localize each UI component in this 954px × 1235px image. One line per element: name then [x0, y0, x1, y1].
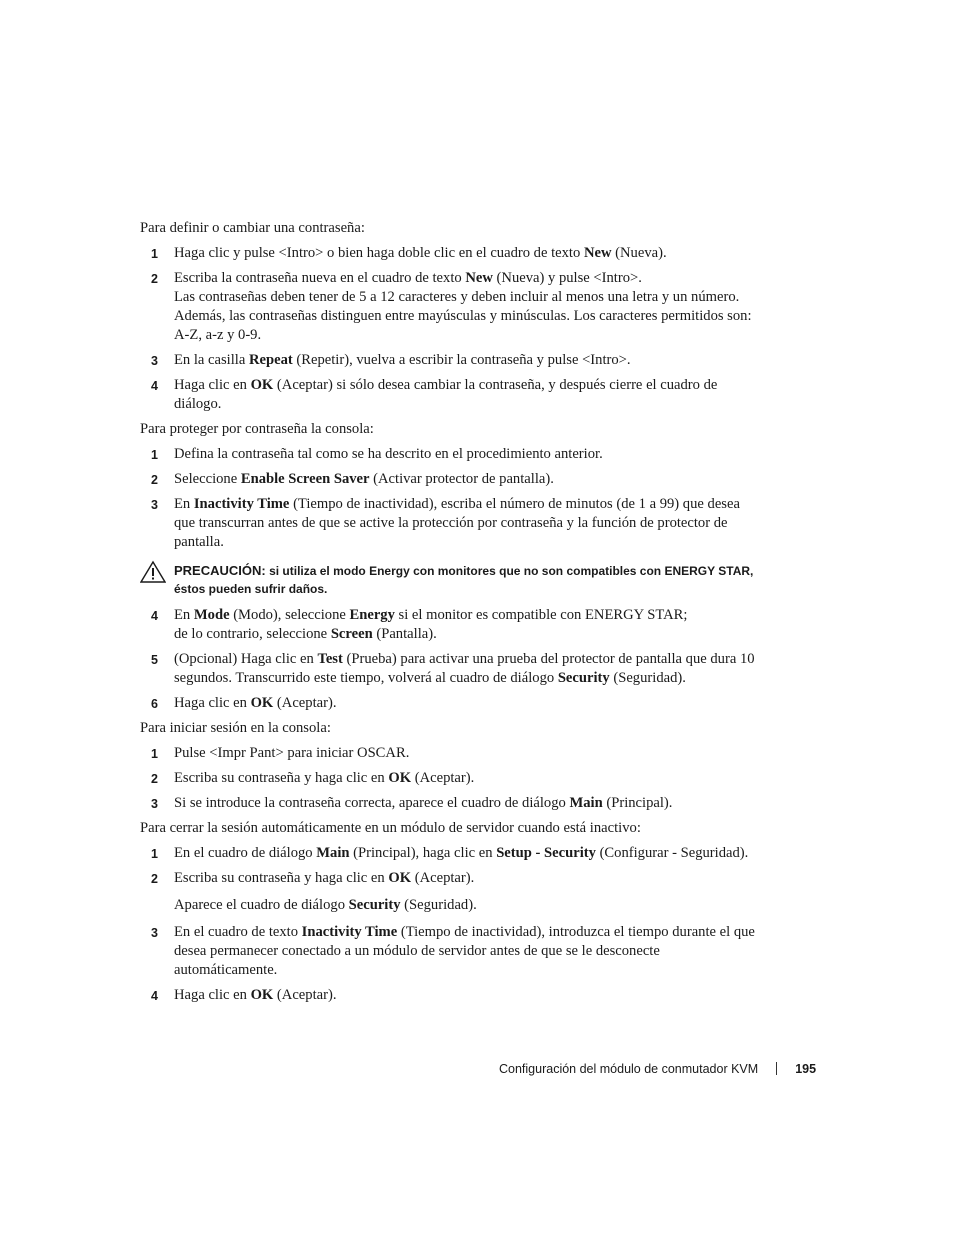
ui-term: Enable Screen Saver — [240, 471, 370, 487]
step-continuation — [174, 625, 760, 644]
step-text: de lo contrario, seleccione — [174, 626, 331, 642]
step-item — [140, 744, 760, 763]
step-text: (Aceptar). — [273, 987, 337, 1003]
step-item — [140, 445, 760, 464]
ui-term: Inactivity Time — [193, 496, 290, 512]
step-text: (Opcional) Haga clic en — [174, 651, 318, 667]
intro-login: Para iniciar sesión en la consola: — [140, 720, 331, 736]
intro-logout: Para cerrar la sesión automáticamente en un módulo de servidor cuando está inactivo: — [140, 820, 641, 836]
step-number: 1 — [151, 448, 158, 462]
step-text: Escriba su contraseña y haga clic en — [174, 870, 389, 886]
step-number: 3 — [151, 354, 158, 368]
set-password-steps — [140, 244, 760, 414]
step-item — [140, 844, 760, 863]
step-item — [140, 244, 760, 263]
step-text: (Pantalla). — [372, 626, 437, 642]
step-text: (Tiempo de inactividad), introduzca el tiempo durante el que desea permanecer conectado a un módulo de servidor antes de que se le desconecte automáticamente. — [174, 924, 755, 978]
step-text: En el cuadro de texto — [174, 924, 302, 940]
step-text: (Activar protector de pantalla). — [369, 471, 554, 487]
step-item — [140, 923, 760, 980]
ui-term: Main — [569, 795, 603, 811]
step-item — [140, 694, 760, 713]
step-text: (Prueba) para activar una prueba del protector de pantalla que dura 10 segundos. Transcurrido este tiempo, volverá al cuadro de diálogo — [174, 651, 755, 686]
step-text: (Principal), haga clic en — [349, 845, 497, 861]
step-text: (Configurar - Seguridad). — [595, 845, 749, 861]
step-number: 1 — [151, 247, 158, 261]
step-number: 1 — [151, 747, 158, 761]
step-text: (Aceptar). — [273, 695, 337, 711]
step-number: 2 — [151, 872, 158, 886]
step-item — [140, 495, 760, 552]
ui-term: Inactivity Time — [301, 924, 398, 940]
ui-term: Security — [348, 897, 401, 913]
intro-protect: Para proteger por contraseña la consola: — [140, 421, 374, 437]
step-text: Si se introduce la contraseña correcta, aparece el cuadro de diálogo — [174, 795, 570, 811]
page-number: 195 — [795, 1062, 817, 1076]
ui-term: Screen — [330, 626, 373, 642]
step-number: 4 — [151, 379, 158, 393]
ui-term: OK — [250, 377, 274, 393]
step-text: Pulse <Impr Pant> para iniciar OSCAR. — [174, 745, 410, 761]
step-item — [140, 794, 760, 813]
ui-term: Main — [316, 845, 350, 861]
step-number: 2 — [151, 473, 158, 487]
step-detail: Las contraseñas deben tener de 5 a 12 caracteres y deben incluir al menos una letra y un número. Además, las contraseñas distinguen entre mayúsculas y minúsculas. Los caracteres permitidos son: A-Z, a-z y 0-9. — [174, 289, 752, 343]
step-number: 6 — [151, 697, 158, 711]
step-number: 1 — [151, 847, 158, 861]
note-text: Aparece el cuadro de diálogo — [174, 897, 349, 913]
step-item — [140, 869, 760, 888]
caution-notice — [140, 562, 760, 598]
step-text: Seleccione — [174, 471, 241, 487]
step-text: Haga clic en — [174, 377, 251, 393]
ui-term: New — [465, 270, 493, 286]
logout-steps — [140, 844, 760, 1005]
step-text: Haga clic en — [174, 987, 251, 1003]
intro-password: Para definir o cambiar una contraseña: — [140, 220, 365, 236]
ui-term: OK — [250, 987, 274, 1003]
step-number: 4 — [151, 989, 158, 1003]
step-text: Haga clic en — [174, 695, 251, 711]
step-item — [140, 650, 760, 688]
step-text: En la casilla — [174, 352, 249, 368]
ui-term: New — [583, 245, 612, 261]
footer-divider — [776, 1062, 777, 1075]
ui-term: Setup - Security — [496, 845, 596, 861]
protect-steps — [140, 445, 760, 713]
step-number: 3 — [151, 797, 158, 811]
step-text: Escriba la contraseña nueva en el cuadro de texto — [174, 270, 466, 286]
step-item — [140, 606, 760, 644]
ui-term: Energy — [349, 607, 395, 623]
step-text: (Nueva) y pulse <Intro>. — [492, 270, 642, 286]
step-text: En el cuadro de diálogo — [174, 845, 317, 861]
step-item — [140, 470, 760, 489]
step-text: (Tiempo de inactividad), escriba el número de minutos (de 1 a 99) que desea que transcurran antes de que se active la protección por contraseña y la función de protector de pantalla. — [174, 496, 740, 550]
step-text: En — [174, 607, 194, 623]
step-item — [140, 269, 760, 345]
step-note — [140, 896, 760, 915]
step-text: (Nueva). — [611, 245, 667, 261]
ui-term: Test — [317, 651, 343, 667]
step-text: (Aceptar) si sólo desea cambiar la contraseña, y después cierre el cuadro de diálogo. — [174, 377, 718, 412]
ui-term: OK — [250, 695, 274, 711]
step-text: En — [174, 496, 194, 512]
step-text: (Modo), seleccione — [229, 607, 350, 623]
warning-triangle-icon — [140, 560, 166, 584]
step-item — [140, 986, 760, 1005]
step-text: (Principal). — [602, 795, 673, 811]
note-text: (Seguridad). — [400, 897, 477, 913]
step-item — [140, 351, 760, 370]
step-text: (Seguridad). — [609, 670, 686, 686]
step-number: 2 — [151, 772, 158, 786]
step-number: 3 — [151, 498, 158, 512]
step-text: (Aceptar). — [411, 870, 475, 886]
step-text: (Repetir), vuelva a escribir la contraseña y pulse <Intro>. — [292, 352, 631, 368]
ui-term: Repeat — [248, 352, 293, 368]
chapter-title: Configuración del módulo de conmutador KVM — [499, 1062, 759, 1076]
ui-term: OK — [388, 870, 412, 886]
ui-term: Security — [557, 670, 610, 686]
step-text: Defina la contraseña tal como se ha descrito en el procedimiento anterior. — [174, 446, 603, 462]
page-content — [140, 219, 760, 1011]
ui-term: OK — [388, 770, 412, 786]
login-steps — [140, 744, 760, 813]
caution-label: PRECAUCIÓN: — [174, 563, 266, 578]
step-number: 4 — [151, 609, 158, 623]
step-item — [140, 769, 760, 788]
step-text: Escriba su contraseña y haga clic en — [174, 770, 389, 786]
step-item — [140, 376, 760, 414]
step-number: 5 — [151, 653, 158, 667]
step-text: (Aceptar). — [411, 770, 475, 786]
caution-text: si utiliza el modo Energy con monitores que no son compatibles con ENERGY STAR, éstos pueden sufrir daños. — [174, 564, 754, 596]
ui-term: Mode — [193, 607, 230, 623]
step-number: 2 — [151, 272, 158, 286]
step-text: si el monitor es compatible con ENERGY STAR; — [394, 607, 688, 623]
step-number: 3 — [151, 926, 158, 940]
page-footer — [499, 1062, 816, 1076]
step-text: Haga clic y pulse <Intro> o bien haga doble clic en el cuadro de texto — [174, 245, 584, 261]
